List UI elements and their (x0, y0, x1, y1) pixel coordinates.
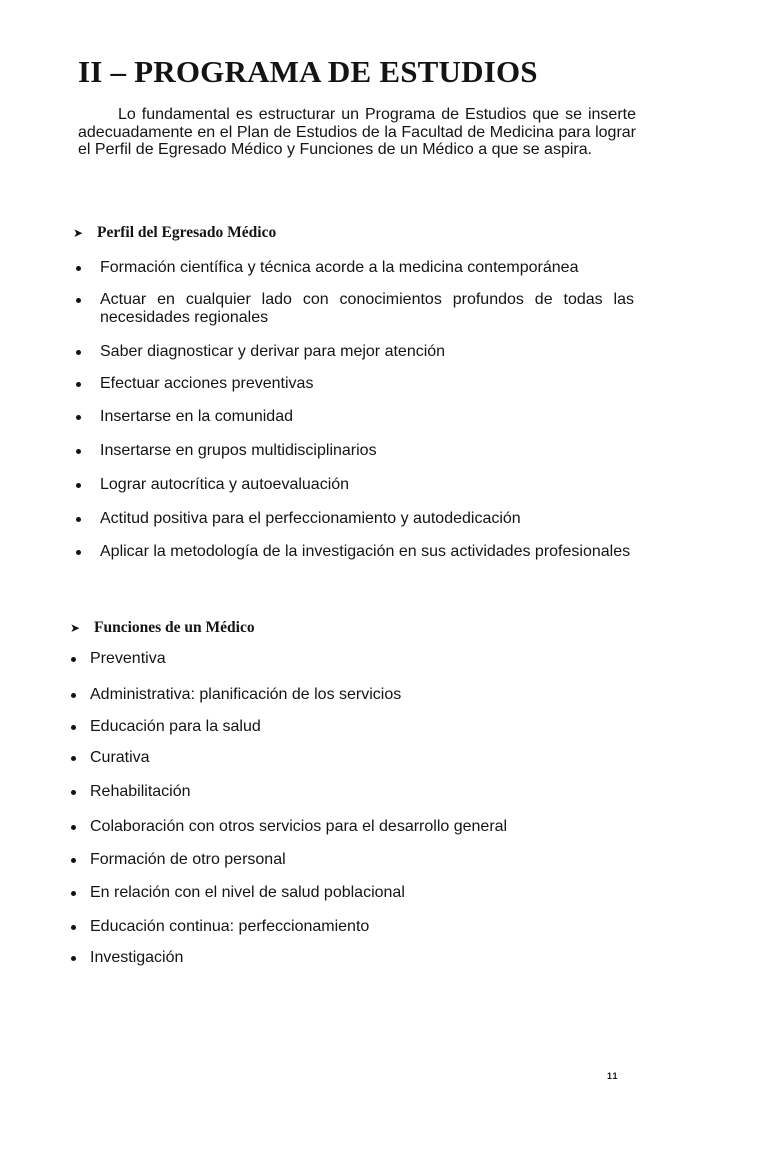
bullet-icon (76, 350, 81, 355)
bullet-icon (71, 825, 76, 830)
bullet-icon (71, 790, 76, 795)
list-item: Aplicar la metodología de la investigación en sus actividades profesionales (100, 543, 634, 561)
list-item: Curativa (90, 749, 150, 767)
bullet-icon (71, 956, 76, 961)
bullet-icon (76, 517, 81, 522)
list-item: Educación para la salud (90, 718, 261, 736)
bullet-icon (76, 449, 81, 454)
list-item: Actuar en cualquier lado con conocimientos profundos de todas las necesidades regionales (100, 291, 634, 326)
bullet-icon (76, 382, 81, 387)
bullet-icon (76, 266, 81, 271)
list-item: Educación continua: perfeccionamiento (90, 918, 369, 936)
funciones-heading (70, 619, 255, 637)
list-item: Saber diagnosticar y derivar para mejor atención (100, 343, 634, 361)
list-item: Insertarse en grupos multidisciplinarios (100, 442, 634, 460)
bullet-icon (71, 925, 76, 930)
bullet-icon (71, 657, 76, 662)
bullet-icon (71, 725, 76, 730)
list-item: Colaboración con otros servicios para el desarrollo general (90, 818, 507, 836)
bullet-icon (76, 415, 81, 420)
bullet-icon (71, 693, 76, 698)
page-number: 11 (607, 1071, 619, 1081)
list-item: Actitud positiva para el perfeccionamiento y autodedicación (100, 510, 634, 528)
perfil-heading (73, 224, 276, 242)
list-item: Formación científica y técnica acorde a la medicina contemporánea (100, 259, 634, 277)
list-item: Rehabilitación (90, 783, 191, 801)
list-item: Investigación (90, 949, 183, 967)
bullet-icon (71, 858, 76, 863)
list-item: Preventiva (90, 650, 166, 668)
list-item: Administrativa: planificación de los servicios (90, 686, 401, 704)
bullet-icon (71, 891, 76, 896)
list-item: Efectuar acciones preventivas (100, 375, 634, 393)
bullet-icon (76, 550, 81, 555)
funciones-heading-text: Funciones de un Médico (94, 619, 255, 636)
arrow-bullet-icon: ➤ (70, 621, 81, 635)
bullet-icon (76, 483, 81, 488)
bullet-icon (76, 298, 81, 303)
arrow-bullet-icon: ➤ (73, 226, 84, 240)
bullet-icon (71, 756, 76, 761)
intro-paragraph: Lo fundamental es estructurar un Programa de Estudios que se inserte adecuadamente en el Plan de Estudios de la Facultad de Medicina para lograr el Perfil de Egresado Médico y Funciones de un Médico a que se aspira. (78, 106, 636, 158)
list-item: Lograr autocrítica y autoevaluación (100, 476, 634, 494)
list-item: Formación de otro personal (90, 851, 286, 869)
page-title: II – PROGRAMA DE ESTUDIOS (78, 54, 538, 89)
list-item: En relación con el nivel de salud poblacional (90, 884, 405, 902)
perfil-heading-text: Perfil del Egresado Médico (97, 224, 277, 241)
list-item: Insertarse en la comunidad (100, 408, 634, 426)
